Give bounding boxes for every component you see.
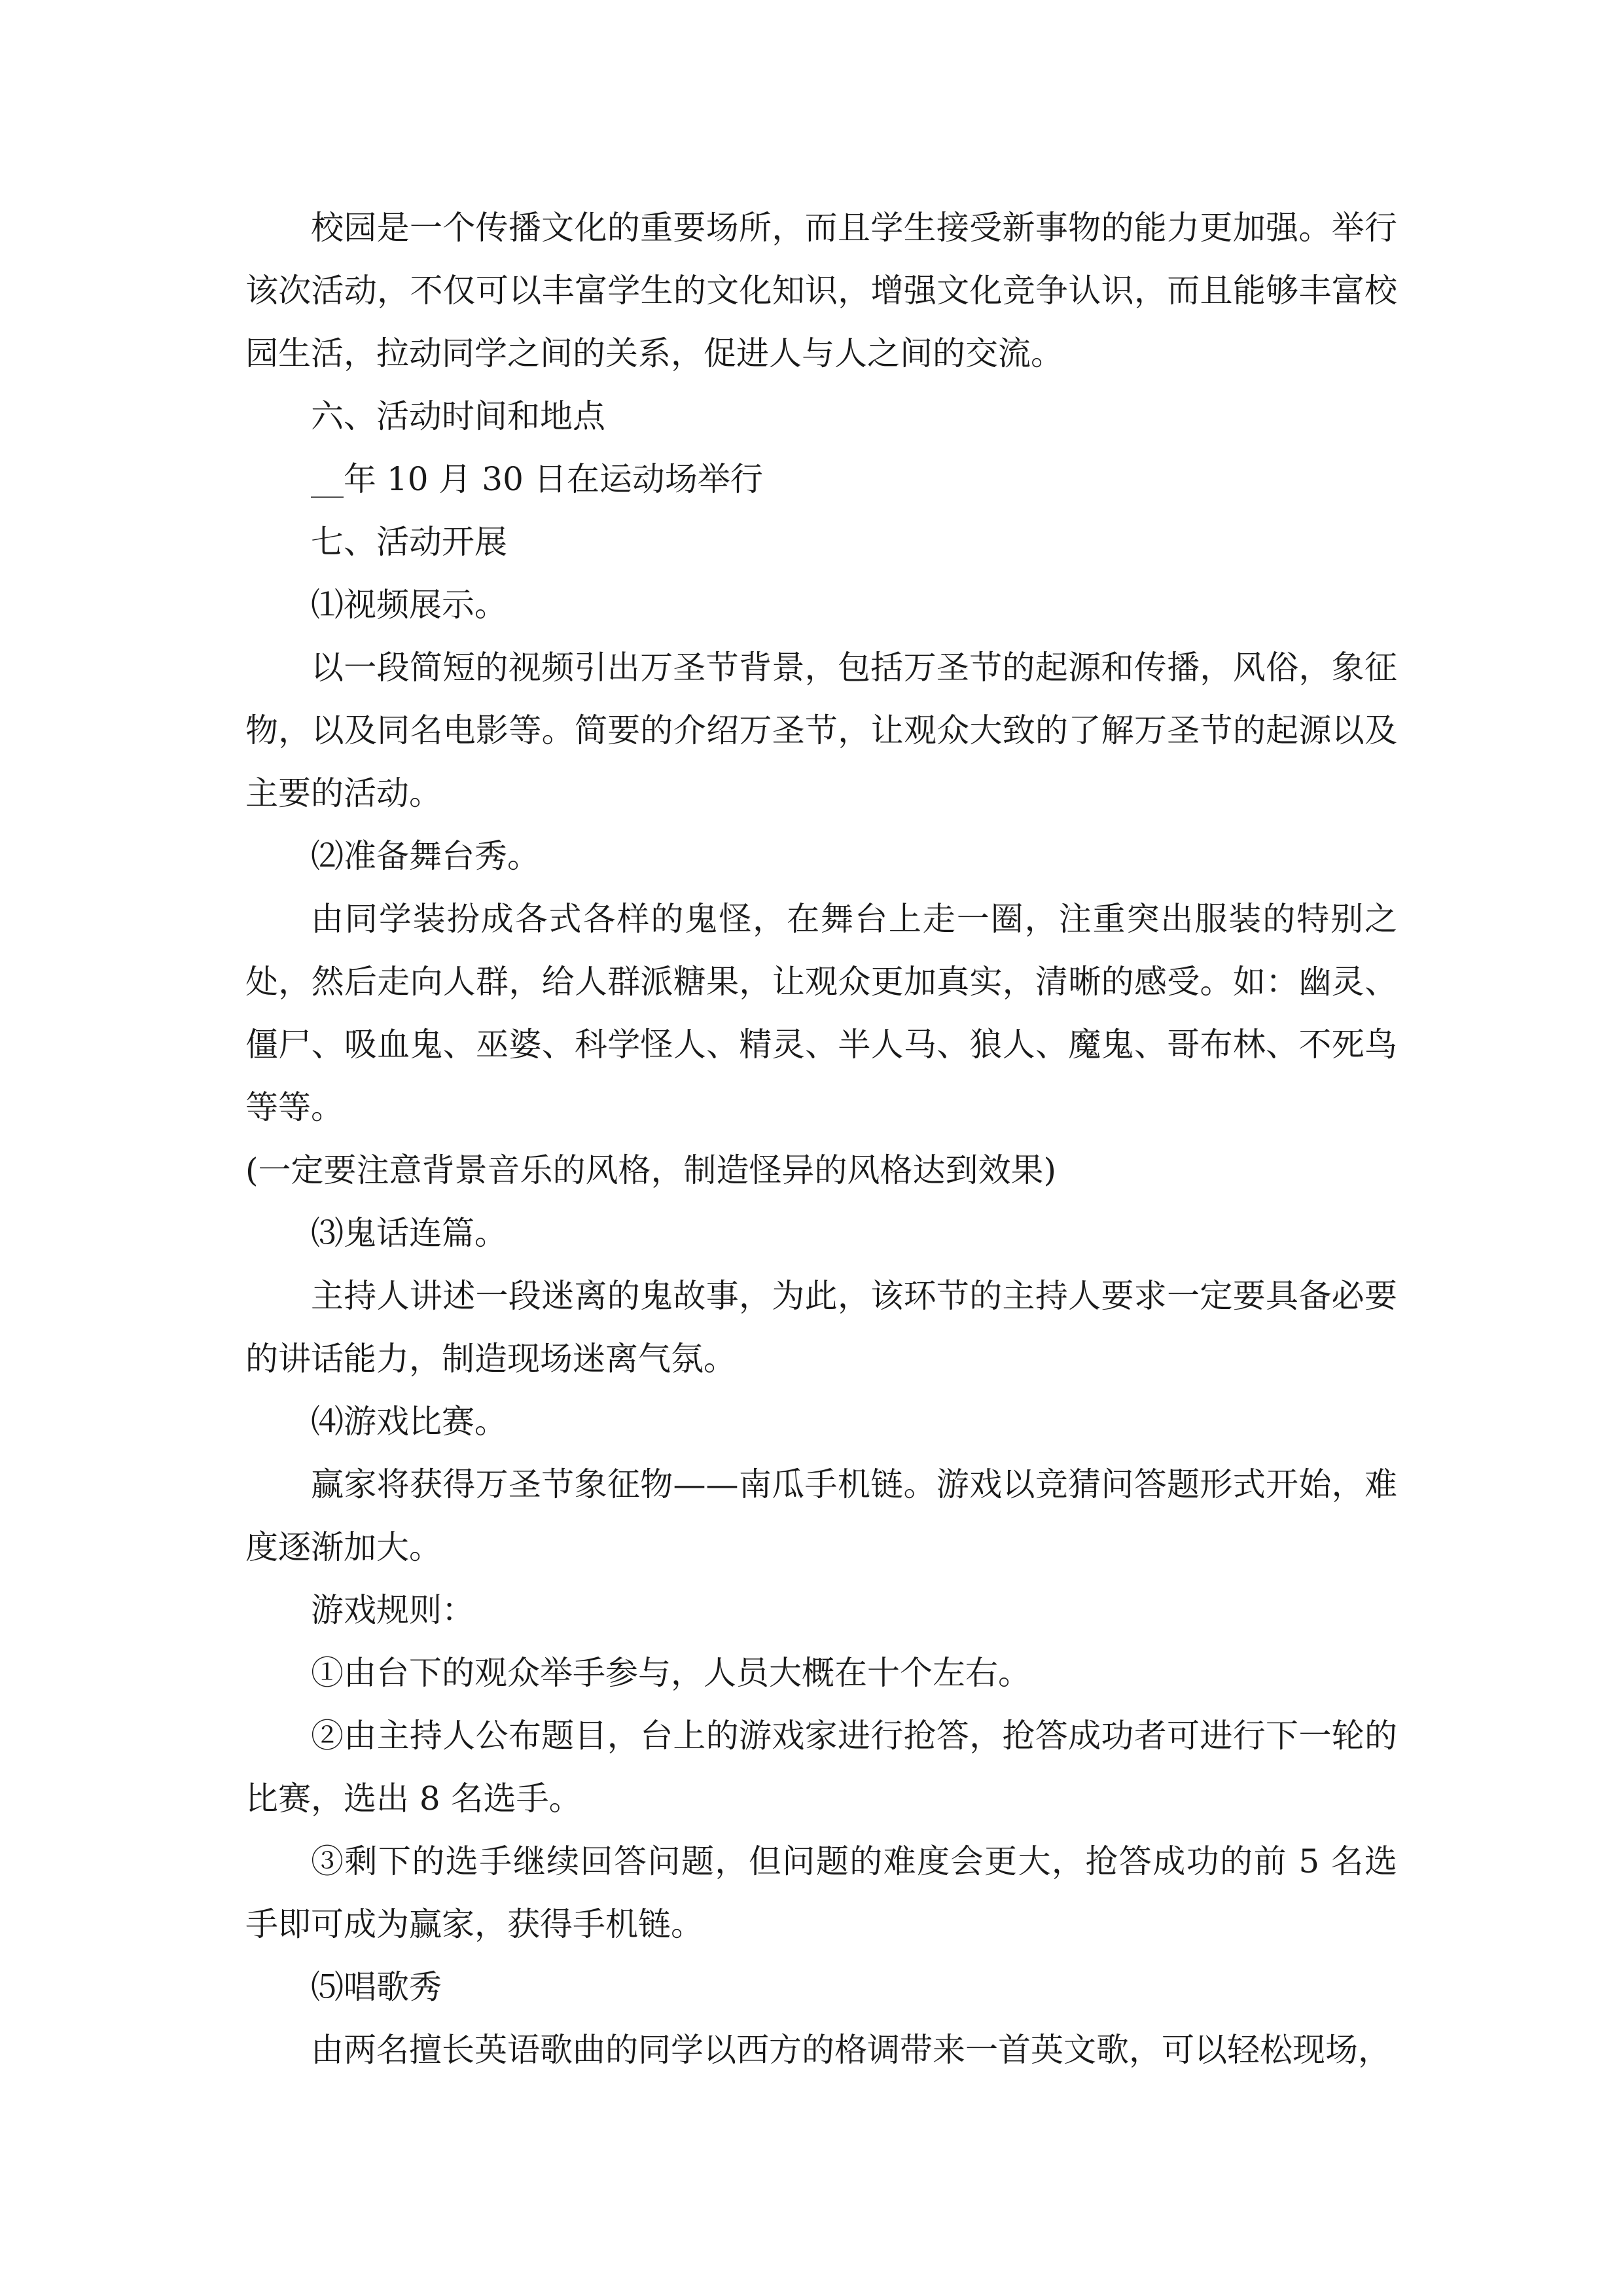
paragraph-stage-note: (一定要注意背景音乐的风格，制造怪异的风格达到效果) (245, 1151, 1057, 1189)
paragraph-date: __年 10 月 30 日在运动场举行 (311, 460, 763, 498)
paragraph-ghost-story: 主持人讲述一段迷离的鬼故事，为此，该环节的主持人要求一定要具备必要的讲话能力，制造现场迷离气氛。 (245, 1277, 1397, 1378)
game-rule-1: ①由台下的观众举手参与，人员大概在十个左右。 (311, 1654, 1031, 1692)
paragraph-stage: 由同学装扮成各式各样的鬼怪，在舞台上走一圈，注重突出服装的特别之处，然后走向人群，给人群派糖果，让观众更加真实，清晰的感受。如：幽灵、僵尸、吸血鬼、巫婆、科学怪人、精灵、半人马、狼人、魔鬼、哥布林、不死鸟等等。 (245, 900, 1397, 1126)
paragraph-singing: 由两名擅长英语歌曲的同学以西方的格调带来一首英文歌，可以轻松现场， (311, 2031, 1391, 2069)
item-video-title: ⑴视频展示。 (311, 586, 507, 624)
item-ghost-story-title: ⑶鬼话连篇。 (311, 1214, 507, 1252)
item-singing-title: ⑸唱歌秀 (311, 1968, 442, 2006)
heading-activities: 七、活动开展 (311, 523, 507, 561)
document-body (245, 196, 1397, 2081)
heading-time-place: 六、活动时间和地点 (311, 397, 605, 435)
item-stage-title: ⑵准备舞台秀。 (311, 837, 540, 875)
paragraph-purpose: 校园是一个传播文化的重要场所，而且学生接受新事物的能力更加强。举行该次活动，不仅可以丰富学生的文化知识，增强文化竞争认识，而且能够丰富校园生活，拉动同学之间的关系，促进人与人之间的交流。 (245, 209, 1397, 372)
paragraph-video: 以一段简短的视频引出万圣节背景，包括万圣节的起源和传播，风俗，象征物，以及同名电影等。简要的介绍万圣节，让观众大致的了解万圣节的起源以及主要的活动。 (245, 649, 1397, 812)
paragraph-game: 赢家将获得万圣节象征物——南瓜手机链。游戏以竞猜问答题形式开始，难度逐渐加大。 (245, 1465, 1397, 1566)
game-rule-3: ③剩下的选手继续回答问题，但问题的难度会更大，抢答成功的前 5 名选手即可成为赢家，获得手机链。 (245, 1842, 1397, 1943)
game-rule-2: ②由主持人公布题目，台上的游戏家进行抢答，抢答成功者可进行下一轮的比赛，选出 8 名选手。 (245, 1717, 1397, 1818)
item-game-title: ⑷游戏比赛。 (311, 1403, 507, 1441)
game-rules-heading: 游戏规则： (311, 1591, 474, 1629)
